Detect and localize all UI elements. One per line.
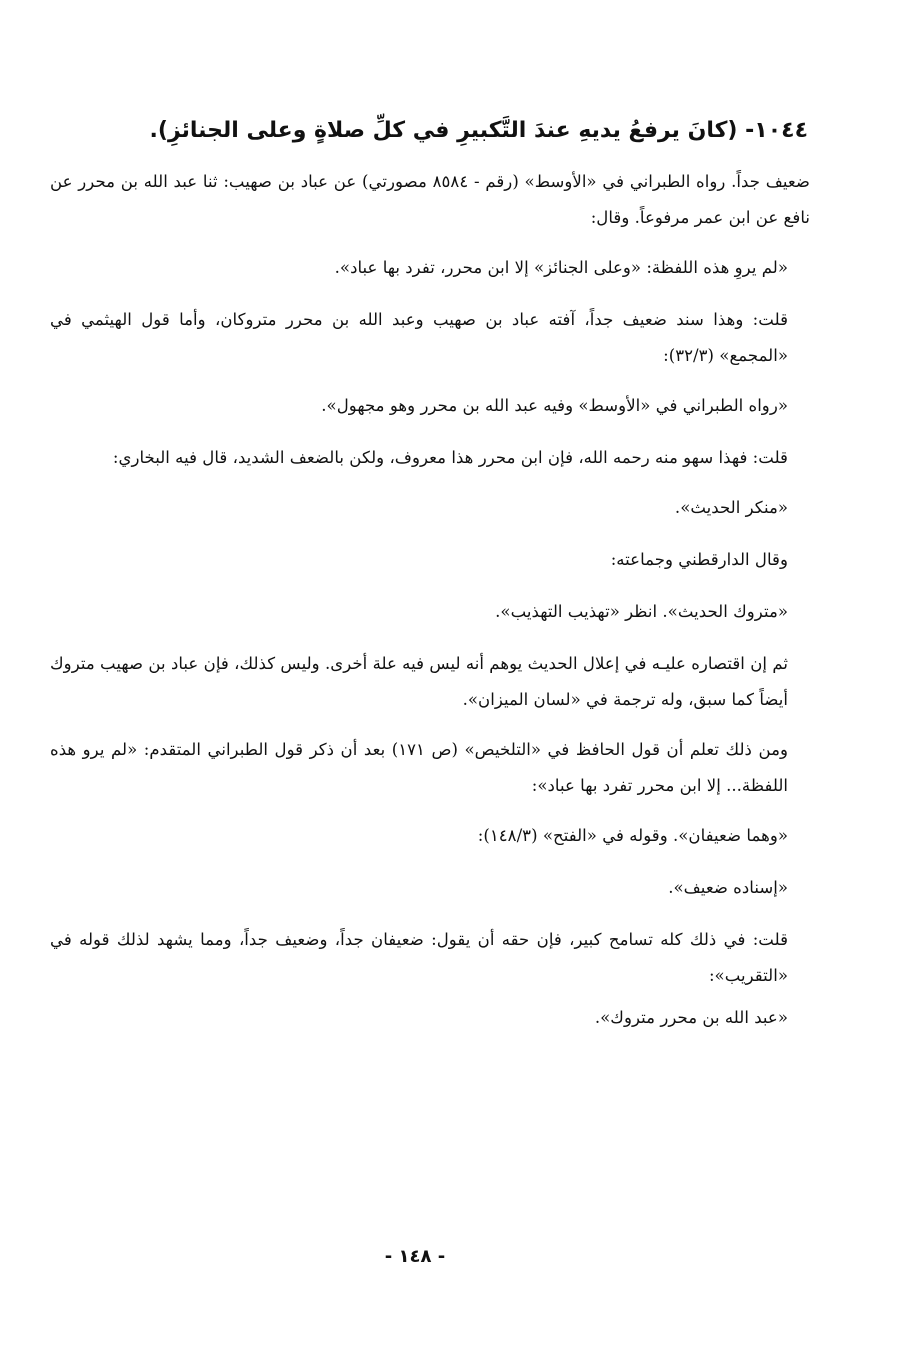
quote-taqrib: «عبد الله بن محرر متروك». xyxy=(594,1008,788,1027)
quote-bukhari: «منكر الحديث». xyxy=(674,498,788,517)
paragraph-another-defect: ثم إن اقتصاره عليـه في إعلال الحديث يوهم أنه ليس فيه علة أخرى. وليس كذلك، فإن عباد بن صهيب متروك أيضاً كما سبق، وله ترجمة في «لسان الميزان». xyxy=(50,654,788,709)
quote-weak-both: «وهما ضعيفان». وقوله في «الفتح» (١٤٨/٣): xyxy=(477,826,788,845)
paragraph-sanad-weak: قلت: وهذا سند ضعيف جداً، آفته عباد بن صهيب وعبد الله بن محرر متروكان، وأما قول الهيثمي في «المجمع» (٣٢/٣): xyxy=(50,310,788,365)
paragraph-talkhis: ومن ذلك تعلم أن قول الحافظ في «التلخيص» (ص ١٧١) بعد أن ذكر قول الطبراني المتقدم: «لم يرو هذه اللفظة... إلا ابن محرر تفرد بها عباد»: xyxy=(50,740,788,795)
paragraph-grading: ضعيف جداً. رواه الطبراني في «الأوسط» (رقم - ٨٥٨٤ مصورتي) عن عباد بن صهيب: ثنا عبد الله بن محرر عن نافع عن ابن عمر مرفوعاً. وقال: xyxy=(50,172,811,227)
quote-haythami: «رواه الطبراني في «الأوسط» وفيه عبد الله بن محرر وهو مجهول». xyxy=(321,396,788,415)
hadith-heading: ١٠٤٤- (كانَ يرفعُ يديهِ عندَ التَّكبيرِ في كلِّ صلاةٍ وعلى الجنائزِ). xyxy=(149,118,808,143)
paragraph-daraqutni: وقال الدارقطني وجماعته: xyxy=(610,550,788,569)
quote-matruk: «متروك الحديث». انظر «تهذيب التهذيب». xyxy=(495,602,788,621)
paragraph-ibn-muharrar: قلت: فهذا سهو منه رحمه الله، فإن ابن محرر هذا معروف، ولكن بالضعف الشديد، قال فيه البخاري: xyxy=(112,448,788,467)
page-number: - ١٤٨ - xyxy=(384,1246,446,1267)
paragraph-leniency: قلت: في ذلك كله تسامح كبير، فإن حقه أن يقول: ضعيفان جداً، وضعيف جداً، ومما يشهد لذلك قوله في «التقريب»: xyxy=(50,930,788,985)
quote-tabarani: «لم يروِ هذه اللفظة: «وعلى الجنائز» إلا ابن محرر، تفرد بها عباد». xyxy=(334,258,788,277)
quote-isnad-weak: «إسناده ضعيف». xyxy=(668,878,788,897)
page-content xyxy=(50,112,810,1052)
